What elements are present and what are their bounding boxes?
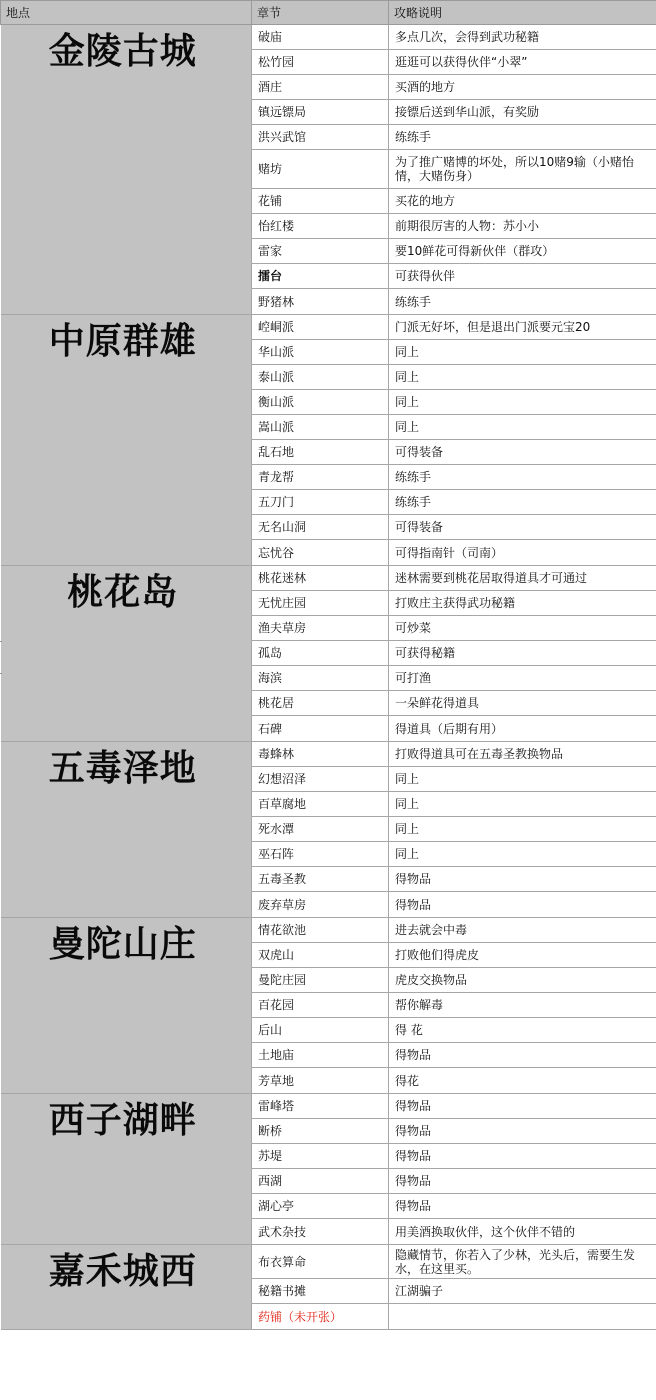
chapter-cell: 乱石地 <box>252 440 389 465</box>
guide-cell: 同上 <box>389 767 656 792</box>
chapter-cell: 秘籍书摊 <box>252 1279 389 1304</box>
guide-cell <box>389 1304 656 1330</box>
guide-cell: 迷林需要到桃花居取得道具才可通过 <box>389 566 656 591</box>
guide-cell: 前期很厉害的人物：苏小小 <box>389 214 656 239</box>
guide-cell: 可获得伙伴 <box>389 264 656 289</box>
place-cell <box>1 918 252 1094</box>
guide-cell: 练练手 <box>389 125 656 150</box>
chapter-cell: 五毒圣教 <box>252 867 389 892</box>
guide-cell: 要10鲜花可得新伙伴（群攻） <box>389 239 656 264</box>
chapter-cell: 青龙帮 <box>252 465 389 490</box>
guide-cell: 得 花 <box>389 1018 656 1043</box>
chapter-cell: 松竹园 <box>252 50 389 75</box>
chapter-cell: 武术杂技 <box>252 1219 389 1245</box>
guide-cell: 进去就会中毒 <box>389 918 656 943</box>
place-cell <box>1 566 252 742</box>
guide-cell: 打败庄主获得武功秘籍 <box>389 591 656 616</box>
header-chapter: 章节 <box>252 1 389 25</box>
table-row <box>1 25 656 50</box>
guide-cell: 同上 <box>389 340 656 365</box>
guide-cell: 接镖后送到华山派，有奖励 <box>389 100 656 125</box>
place-cell <box>1 315 252 566</box>
guide-cell: 得物品 <box>389 1094 656 1119</box>
guide-cell: 得物品 <box>389 1043 656 1068</box>
guide-cell: 为了推广赌博的坏处，所以10赌9输（小赌怡情，大赌伤身） <box>389 150 656 189</box>
place-cell <box>1 1245 252 1330</box>
chapter-cell: 洪兴武馆 <box>252 125 389 150</box>
place-name: 桃花岛 <box>67 572 179 613</box>
chapter-cell: 擂台 <box>252 264 389 289</box>
place-name: 嘉禾城西 <box>48 1251 197 1292</box>
chapter-cell: 泰山派 <box>252 365 389 390</box>
chapter-cell: 布衣算命 <box>252 1245 389 1279</box>
chapter-cell: 死水潭 <box>252 817 389 842</box>
chapter-cell: 后山 <box>252 1018 389 1043</box>
guide-cell: 可获得秘籍 <box>389 641 656 666</box>
chapter-cell: 海滨 <box>252 666 389 691</box>
place-name: 金陵古城 <box>48 31 197 72</box>
chapter-cell: 赌坊 <box>252 150 389 189</box>
chapter-cell: 石碑 <box>252 716 389 742</box>
chapter-cell: 断桥 <box>252 1119 389 1144</box>
guide-cell: 得花 <box>389 1068 656 1094</box>
chapter-cell: 西湖 <box>252 1169 389 1194</box>
chapter-cell: 破庙 <box>252 25 389 50</box>
chapter-cell: 废弃草房 <box>252 892 389 918</box>
guide-cell: 打败得道具可在五毒圣教换物品 <box>389 742 656 767</box>
guide-cell: 同上 <box>389 365 656 390</box>
guide-cell: 练练手 <box>389 289 656 315</box>
chapter-cell: 花铺 <box>252 189 389 214</box>
table-row <box>1 742 656 767</box>
guide-cell: 同上 <box>389 817 656 842</box>
chapter-cell: 雷峰塔 <box>252 1094 389 1119</box>
guide-cell: 练练手 <box>389 490 656 515</box>
place-name: 西子湖畔 <box>48 1100 197 1141</box>
chapter-cell: 五刀门 <box>252 490 389 515</box>
chapter-cell: 曼陀庄园 <box>252 968 389 993</box>
place-name: 曼陀山庄 <box>48 924 197 965</box>
chapter-cell: 幻想沼泽 <box>252 767 389 792</box>
chapter-cell: 酒庄 <box>252 75 389 100</box>
guide-cell: 用美酒换取伙伴，这个伙伴不错的 <box>389 1219 656 1245</box>
chapter-cell: 嵩山派 <box>252 415 389 440</box>
chapter-cell: 镇远镖局 <box>252 100 389 125</box>
chapter-cell: 桃花居 <box>252 691 389 716</box>
chapter-cell: 桃花迷林 <box>252 566 389 591</box>
guide-cell: 得物品 <box>389 1144 656 1169</box>
chapter-cell: 衡山派 <box>252 390 389 415</box>
guide-cell: 得物品 <box>389 892 656 918</box>
guide-cell: 可得装备 <box>389 515 656 540</box>
place-cell <box>1 1094 252 1245</box>
guide-cell: 虎皮交换物品 <box>389 968 656 993</box>
guide-cell: 一朵鲜花得道具 <box>389 691 656 716</box>
table-row <box>1 1094 656 1119</box>
chapter-cell: 药铺（未开张） <box>252 1304 389 1330</box>
chapter-cell: 华山派 <box>252 340 389 365</box>
header-place: 地点 <box>1 1 252 25</box>
chapter-cell: 芳草地 <box>252 1068 389 1094</box>
table-row <box>1 315 656 340</box>
guide-cell: 可炒菜 <box>389 616 656 641</box>
chapter-cell: 苏堤 <box>252 1144 389 1169</box>
chapter-cell: 孤岛 <box>252 641 389 666</box>
guide-cell: 得物品 <box>389 1119 656 1144</box>
chapter-cell: 崆峒派 <box>252 315 389 340</box>
guide-cell: 多点几次，会得到武功秘籍 <box>389 25 656 50</box>
place-cell <box>1 25 252 315</box>
place-name: 中原群雄 <box>48 321 197 362</box>
guide-cell: 得物品 <box>389 1194 656 1219</box>
chapter-cell: 百草腐地 <box>252 792 389 817</box>
guide-cell: 买花的地方 <box>389 189 656 214</box>
chapter-cell: 毒蜂林 <box>252 742 389 767</box>
guide-cell: 门派无好坏，但是退出门派要元宝20 <box>389 315 656 340</box>
chapter-cell: 渔夫草房 <box>252 616 389 641</box>
guide-cell: 同上 <box>389 390 656 415</box>
guide-cell: 可打渔 <box>389 666 656 691</box>
guide-cell: 逛逛可以获得伙伴“小翠” <box>389 50 656 75</box>
header-guide: 攻略说明 <box>389 1 656 25</box>
table-row <box>1 918 656 943</box>
guide-cell: 得物品 <box>389 1169 656 1194</box>
guide-cell: 同上 <box>389 792 656 817</box>
guide-cell: 得道具（后期有用） <box>389 716 656 742</box>
guide-cell: 买酒的地方 <box>389 75 656 100</box>
table-body <box>1 25 656 1330</box>
chapter-cell: 巫石阵 <box>252 842 389 867</box>
chapter-cell: 情花欲池 <box>252 918 389 943</box>
guide-cell: 同上 <box>389 415 656 440</box>
guide-cell: 练练手 <box>389 465 656 490</box>
chapter-cell: 双虎山 <box>252 943 389 968</box>
chapter-cell: 野猪林 <box>252 289 389 315</box>
chapter-cell: 无名山洞 <box>252 515 389 540</box>
place-cell <box>1 742 252 918</box>
edge-tick <box>0 641 2 642</box>
table-row <box>1 1245 656 1279</box>
guide-cell: 得物品 <box>389 867 656 892</box>
chapter-cell: 百花园 <box>252 993 389 1018</box>
place-name: 五毒泽地 <box>48 748 197 789</box>
chapter-cell: 雷家 <box>252 239 389 264</box>
guide-cell: 可得指南针（司南） <box>389 540 656 566</box>
guide-cell: 隐藏情节，你若入了少林，光头后，需要生发水，在这里买。 <box>389 1245 656 1279</box>
guide-cell: 打败他们得虎皮 <box>389 943 656 968</box>
guide-cell: 可得装备 <box>389 440 656 465</box>
edge-tick <box>0 673 2 674</box>
chapter-cell: 湖心亭 <box>252 1194 389 1219</box>
chapter-cell: 怡红楼 <box>252 214 389 239</box>
chapter-cell: 土地庙 <box>252 1043 389 1068</box>
chapter-cell: 忘忧谷 <box>252 540 389 566</box>
table-row <box>1 566 656 591</box>
header-row <box>1 1 656 25</box>
guide-cell: 帮你解毒 <box>389 993 656 1018</box>
guide-cell: 江湖骗子 <box>389 1279 656 1304</box>
chapter-cell: 无忧庄园 <box>252 591 389 616</box>
guide-cell: 同上 <box>389 842 656 867</box>
